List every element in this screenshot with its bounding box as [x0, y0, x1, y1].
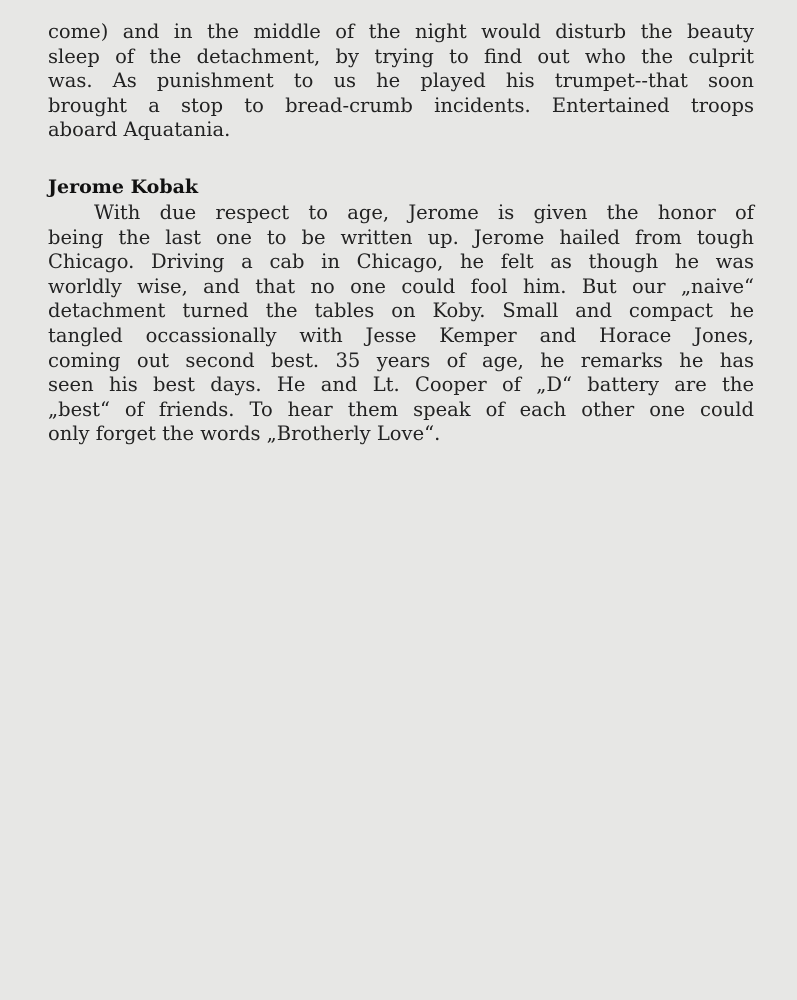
text-line: aboard Aquatania.	[48, 118, 231, 142]
text-line: brought a stop to bread-crumb incidents. Entertained troops	[48, 93, 754, 117]
text-line: Chicago. Driving a cab in Chicago, he felt as though he was	[48, 250, 754, 274]
section-heading: Jerome Kobak	[48, 176, 199, 198]
text-line: only forget the words „Brotherly Love“.	[48, 422, 441, 446]
text-line: sleep of the detachment, by trying to find out who the culprit	[48, 44, 754, 68]
text-line: tangled occassionally with Jesse Kemper and Horace Jones,	[48, 323, 754, 347]
text-line: was. As punishment to us he played his trumpet--that soon	[48, 69, 754, 93]
text-line: being the last one to be written up. Jerome hailed from tough	[48, 225, 754, 249]
text-line: worldly wise, and that no one could fool him. But our „naive“	[48, 274, 754, 298]
text-line: detachment turned the tables on Koby. Small and compact he	[48, 299, 754, 323]
text-line: „best“ of friends. To hear them speak of each other one could	[48, 397, 754, 421]
paragraph-continued	[48, 20, 754, 143]
text-line: come) and in the middle of the night would disturb the beauty	[48, 20, 754, 43]
text-line: With due respect to age, Jerome is given the honor of	[94, 201, 754, 224]
section-paragraph	[48, 201, 754, 447]
text-line: coming out second best. 35 years of age, he remarks he has	[48, 348, 754, 372]
text-line: seen his best days. He and Lt. Cooper of „D“ battery are the	[48, 373, 754, 397]
